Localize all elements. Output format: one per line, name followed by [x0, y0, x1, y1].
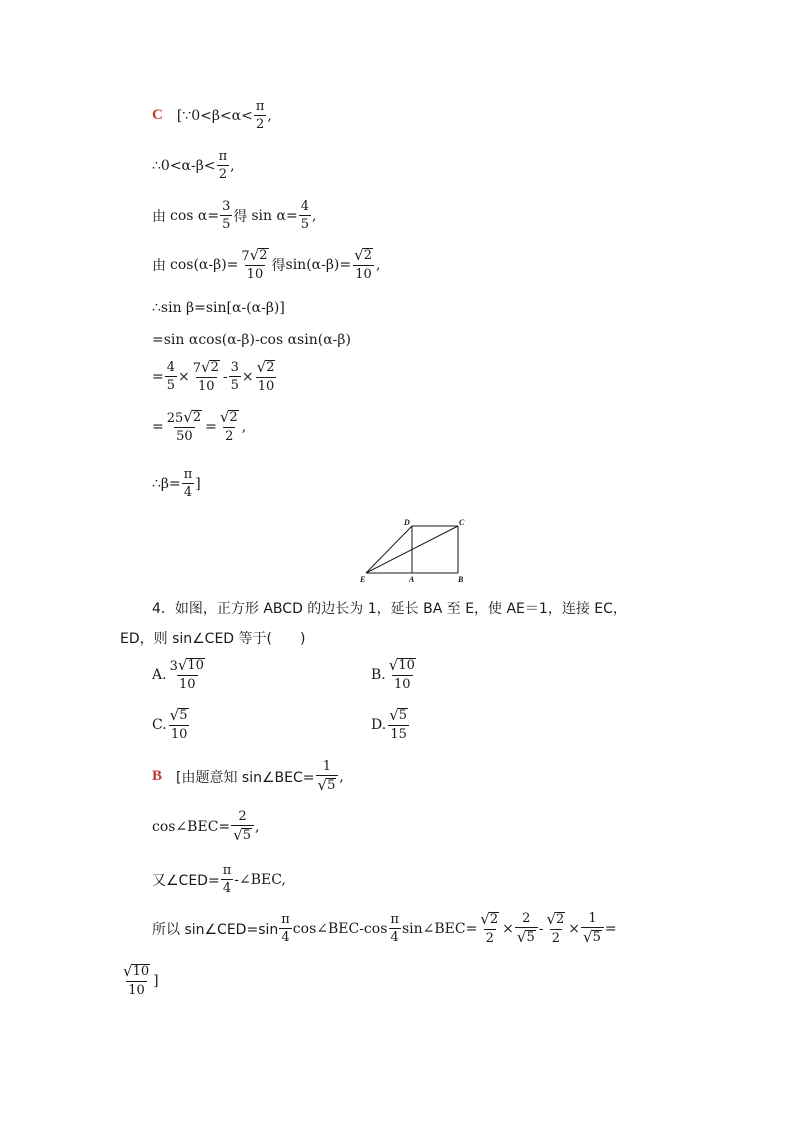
answer-letter: C — [152, 107, 163, 123]
fraction: $\frac{4}{5}$ — [300, 199, 309, 232]
sol3-line3: 由 cos α= $\frac{3}{5}$ 得 sin α= $\frac{4}{5}$ , — [152, 199, 317, 232]
text: [∵0<β<α< — [176, 107, 253, 124]
option-b[interactable]: B. √ 10 10 — [371, 656, 415, 693]
sol3-line8: = 25 √ 2 50 = √ 2 2 , — [152, 408, 247, 445]
label-E: E — [360, 575, 366, 584]
fraction: √ 2 10 — [354, 246, 372, 283]
sol3-line9: ∴β= $\frac{\pi}{4}$ ] — [152, 467, 201, 500]
sol3-line1: C [∵0<β<α< $\frac{\pi}{2}$ , — [152, 99, 272, 132]
fraction: $\frac{3}{5}$ — [222, 199, 231, 232]
q4-stem-line2: ED，则 sin∠CED 等于( ) — [120, 631, 306, 647]
option-c[interactable]: C. √ 5 10 — [152, 706, 188, 743]
sol3-line7: = $\frac{4}{5}$ × 7 √ 2 10 - $\frac{3}{5}$ × √ 2 10 — [152, 358, 275, 395]
sol3-line5: ∴sin β=sin[α-(α-β)] — [152, 300, 285, 316]
sol4-line2: cos∠BEC= 2 √ 5 , — [152, 809, 260, 844]
sol4-line5: √ 10 10 ] — [123, 962, 159, 999]
sol3-line6: =sin αcos(α-β)-cos αsin(α-β) — [152, 332, 351, 348]
fraction: $\frac{\pi}{2}$ — [255, 99, 265, 132]
sol3-line2: ∴0<α-β< $\frac{\pi}{2}$ , — [152, 149, 235, 182]
sol4-line1: B [由题意知 sin∠BEC= 1 √ 5 , — [152, 759, 344, 794]
option-d[interactable]: D. √ 5 15 — [371, 706, 408, 743]
fraction: $\frac{\pi}{2}$ — [218, 149, 228, 182]
geometry-figure — [356, 516, 476, 586]
label-C: C — [459, 518, 465, 527]
text: ∴0<α-β< — [152, 157, 216, 174]
q4-stem-line1: 4．如图，正方形 ABCD 的边长为 1，延长 BA 至 E，使 AE＝1，连接 EC， — [152, 601, 627, 617]
label-A: A — [409, 575, 415, 584]
fraction: 7 √ 2 10 — [241, 246, 268, 283]
sol3-line4: 由 cos(α-β)= 7 √ 2 10 得 sin(α-β)= √ 2 10 , — [152, 246, 381, 283]
option-a[interactable]: A. 3 √ 10 10 — [152, 656, 204, 693]
answer-letter: B — [152, 768, 163, 785]
sol4-line3: 又∠CED= $\frac{\pi}{4}$ -∠BEC, — [152, 863, 286, 896]
sol4-line4: 所以 sin∠CED=sin $\frac{\pi}{4}$ cos∠BEC-cos $\frac{\pi}{4}$ sin∠BEC= √ 2 2 × 2 √ 5 - √ 2 2 × 1 √ 5 = — [152, 910, 617, 947]
label-B: B — [458, 575, 464, 584]
label-D: D — [404, 518, 410, 527]
